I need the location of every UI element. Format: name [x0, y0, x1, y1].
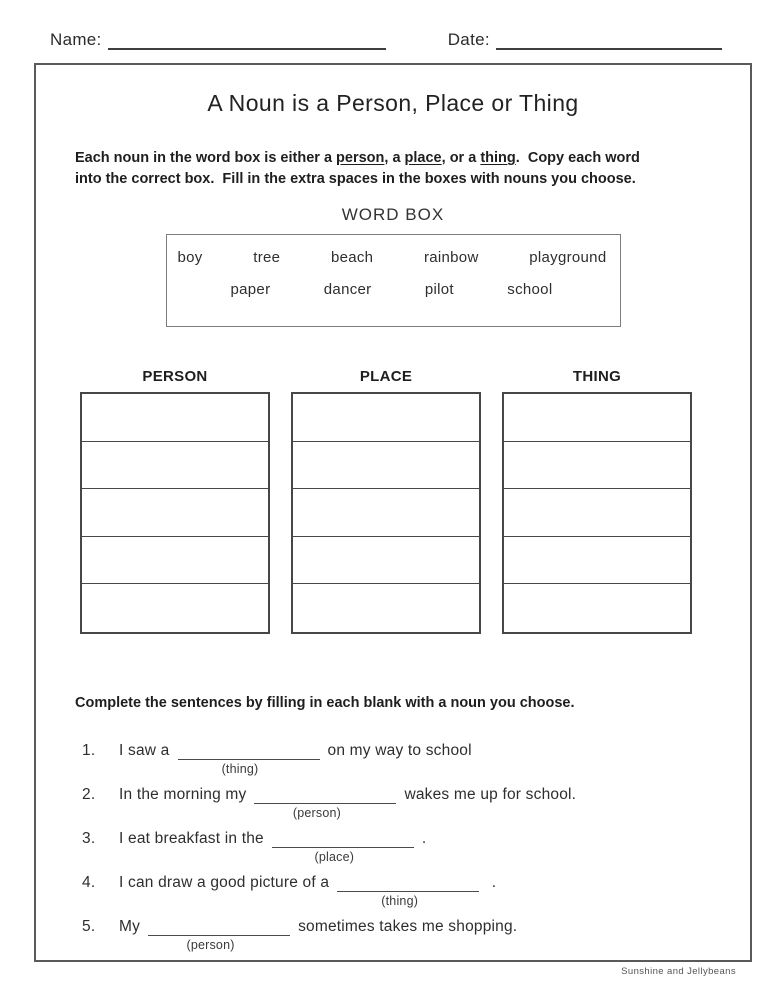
word-box-word: dancer	[323, 281, 372, 298]
instruction-keyword: person	[336, 150, 385, 166]
table-row	[82, 489, 268, 537]
table-row	[504, 584, 690, 632]
word-box-word: pilot	[424, 281, 454, 298]
sentence-text-before: My	[119, 917, 141, 935]
sort-tables	[36, 392, 750, 634]
sentence-text-after: wakes me up for school.	[404, 785, 577, 803]
sentence-blank	[272, 831, 414, 864]
sentence-blank	[178, 743, 320, 776]
sentence-blank	[148, 919, 290, 952]
footer-credit: Sunshine and Jellybeans	[621, 966, 736, 977]
blank-hint: (thing)	[381, 893, 419, 908]
sentence-text-after: on my way to school	[327, 741, 472, 759]
category-header-thing: THING	[572, 368, 622, 385]
word-box-word: playground	[529, 249, 607, 266]
sentence-text-before: In the morning my	[119, 785, 247, 803]
word-box-title: WORD BOX	[341, 205, 445, 224]
sentence-number: 3.	[82, 829, 96, 847]
sentence-text-after: .	[487, 873, 497, 891]
instructions	[75, 148, 714, 190]
table-row	[293, 442, 479, 490]
sort-table-thing	[502, 392, 692, 634]
sentence-number: 2.	[82, 785, 96, 803]
category-header-person: PERSON	[142, 368, 208, 385]
name-date-row	[50, 28, 722, 50]
table-row	[82, 537, 268, 585]
instruction-keyword: thing	[480, 150, 516, 166]
word-box-word: school	[507, 281, 553, 298]
sentence-blank	[337, 875, 479, 908]
word-box-word: boy	[177, 249, 203, 266]
worksheet-border	[34, 63, 752, 962]
table-row	[293, 537, 479, 585]
instruction-text: into the correct box. Fill in the extra spaces in the boxes with nouns you choose.	[75, 171, 636, 187]
date-line	[496, 28, 722, 50]
sentence-text-after: sometimes takes me shopping.	[298, 917, 518, 935]
table-row	[504, 394, 690, 442]
date-label: Date:	[447, 30, 490, 49]
word-box-word: rainbow	[423, 249, 479, 266]
blank-hint: (person)	[186, 937, 235, 952]
sort-table-place	[291, 392, 481, 634]
instruction-line	[75, 169, 714, 190]
category-header-place: PLACE	[359, 368, 413, 385]
sentence-text-before: I saw a	[119, 741, 170, 759]
sentence-number: 1.	[82, 741, 96, 759]
word-box-word: beach	[330, 249, 374, 266]
sentence-text-before: I eat breakfast in the	[119, 829, 264, 847]
category-headers	[36, 368, 750, 385]
table-row	[504, 537, 690, 585]
table-row	[82, 584, 268, 632]
sentence-item	[82, 872, 750, 908]
sentence-number: 4.	[82, 873, 96, 891]
sentence-item	[82, 916, 750, 952]
instruction-text: , or a	[441, 150, 481, 166]
word-box-row-1	[167, 235, 620, 266]
sentence-number: 5.	[82, 917, 96, 935]
blank-hint: (place)	[314, 849, 355, 864]
sentence-blank	[254, 787, 396, 820]
sort-table-person	[80, 392, 270, 634]
table-row	[293, 394, 479, 442]
word-box-word: paper	[230, 281, 271, 298]
word-box	[166, 234, 621, 327]
sentence-item	[82, 740, 750, 776]
instruction-line	[75, 148, 714, 169]
sentence-item	[82, 828, 750, 864]
sentence-text-after: .	[421, 829, 427, 847]
name-line	[108, 28, 386, 50]
word-box-row-2	[167, 266, 620, 298]
table-row	[82, 442, 268, 490]
name-label: Name:	[50, 30, 102, 49]
blank-hint: (person)	[292, 805, 341, 820]
sentences-list	[36, 740, 750, 952]
table-row	[293, 584, 479, 632]
word-box-word: tree	[253, 249, 281, 266]
instruction-keyword: place	[404, 150, 442, 166]
sentence-item	[82, 784, 750, 820]
table-row	[504, 442, 690, 490]
sentence-text-before: I can draw a good picture of a	[119, 873, 330, 891]
page-title: A Noun is a Person, Place or Thing	[207, 90, 579, 116]
sentences-heading: Complete the sentences by filling in each blank with a noun you choose.	[75, 694, 575, 711]
table-row	[504, 489, 690, 537]
instruction-text: , a	[384, 150, 405, 166]
instruction-text: Each noun in the word box is either a	[75, 150, 337, 166]
blank-hint: (thing)	[221, 761, 259, 776]
table-row	[293, 489, 479, 537]
instruction-text: . Copy each word	[515, 150, 640, 166]
table-row	[82, 394, 268, 442]
